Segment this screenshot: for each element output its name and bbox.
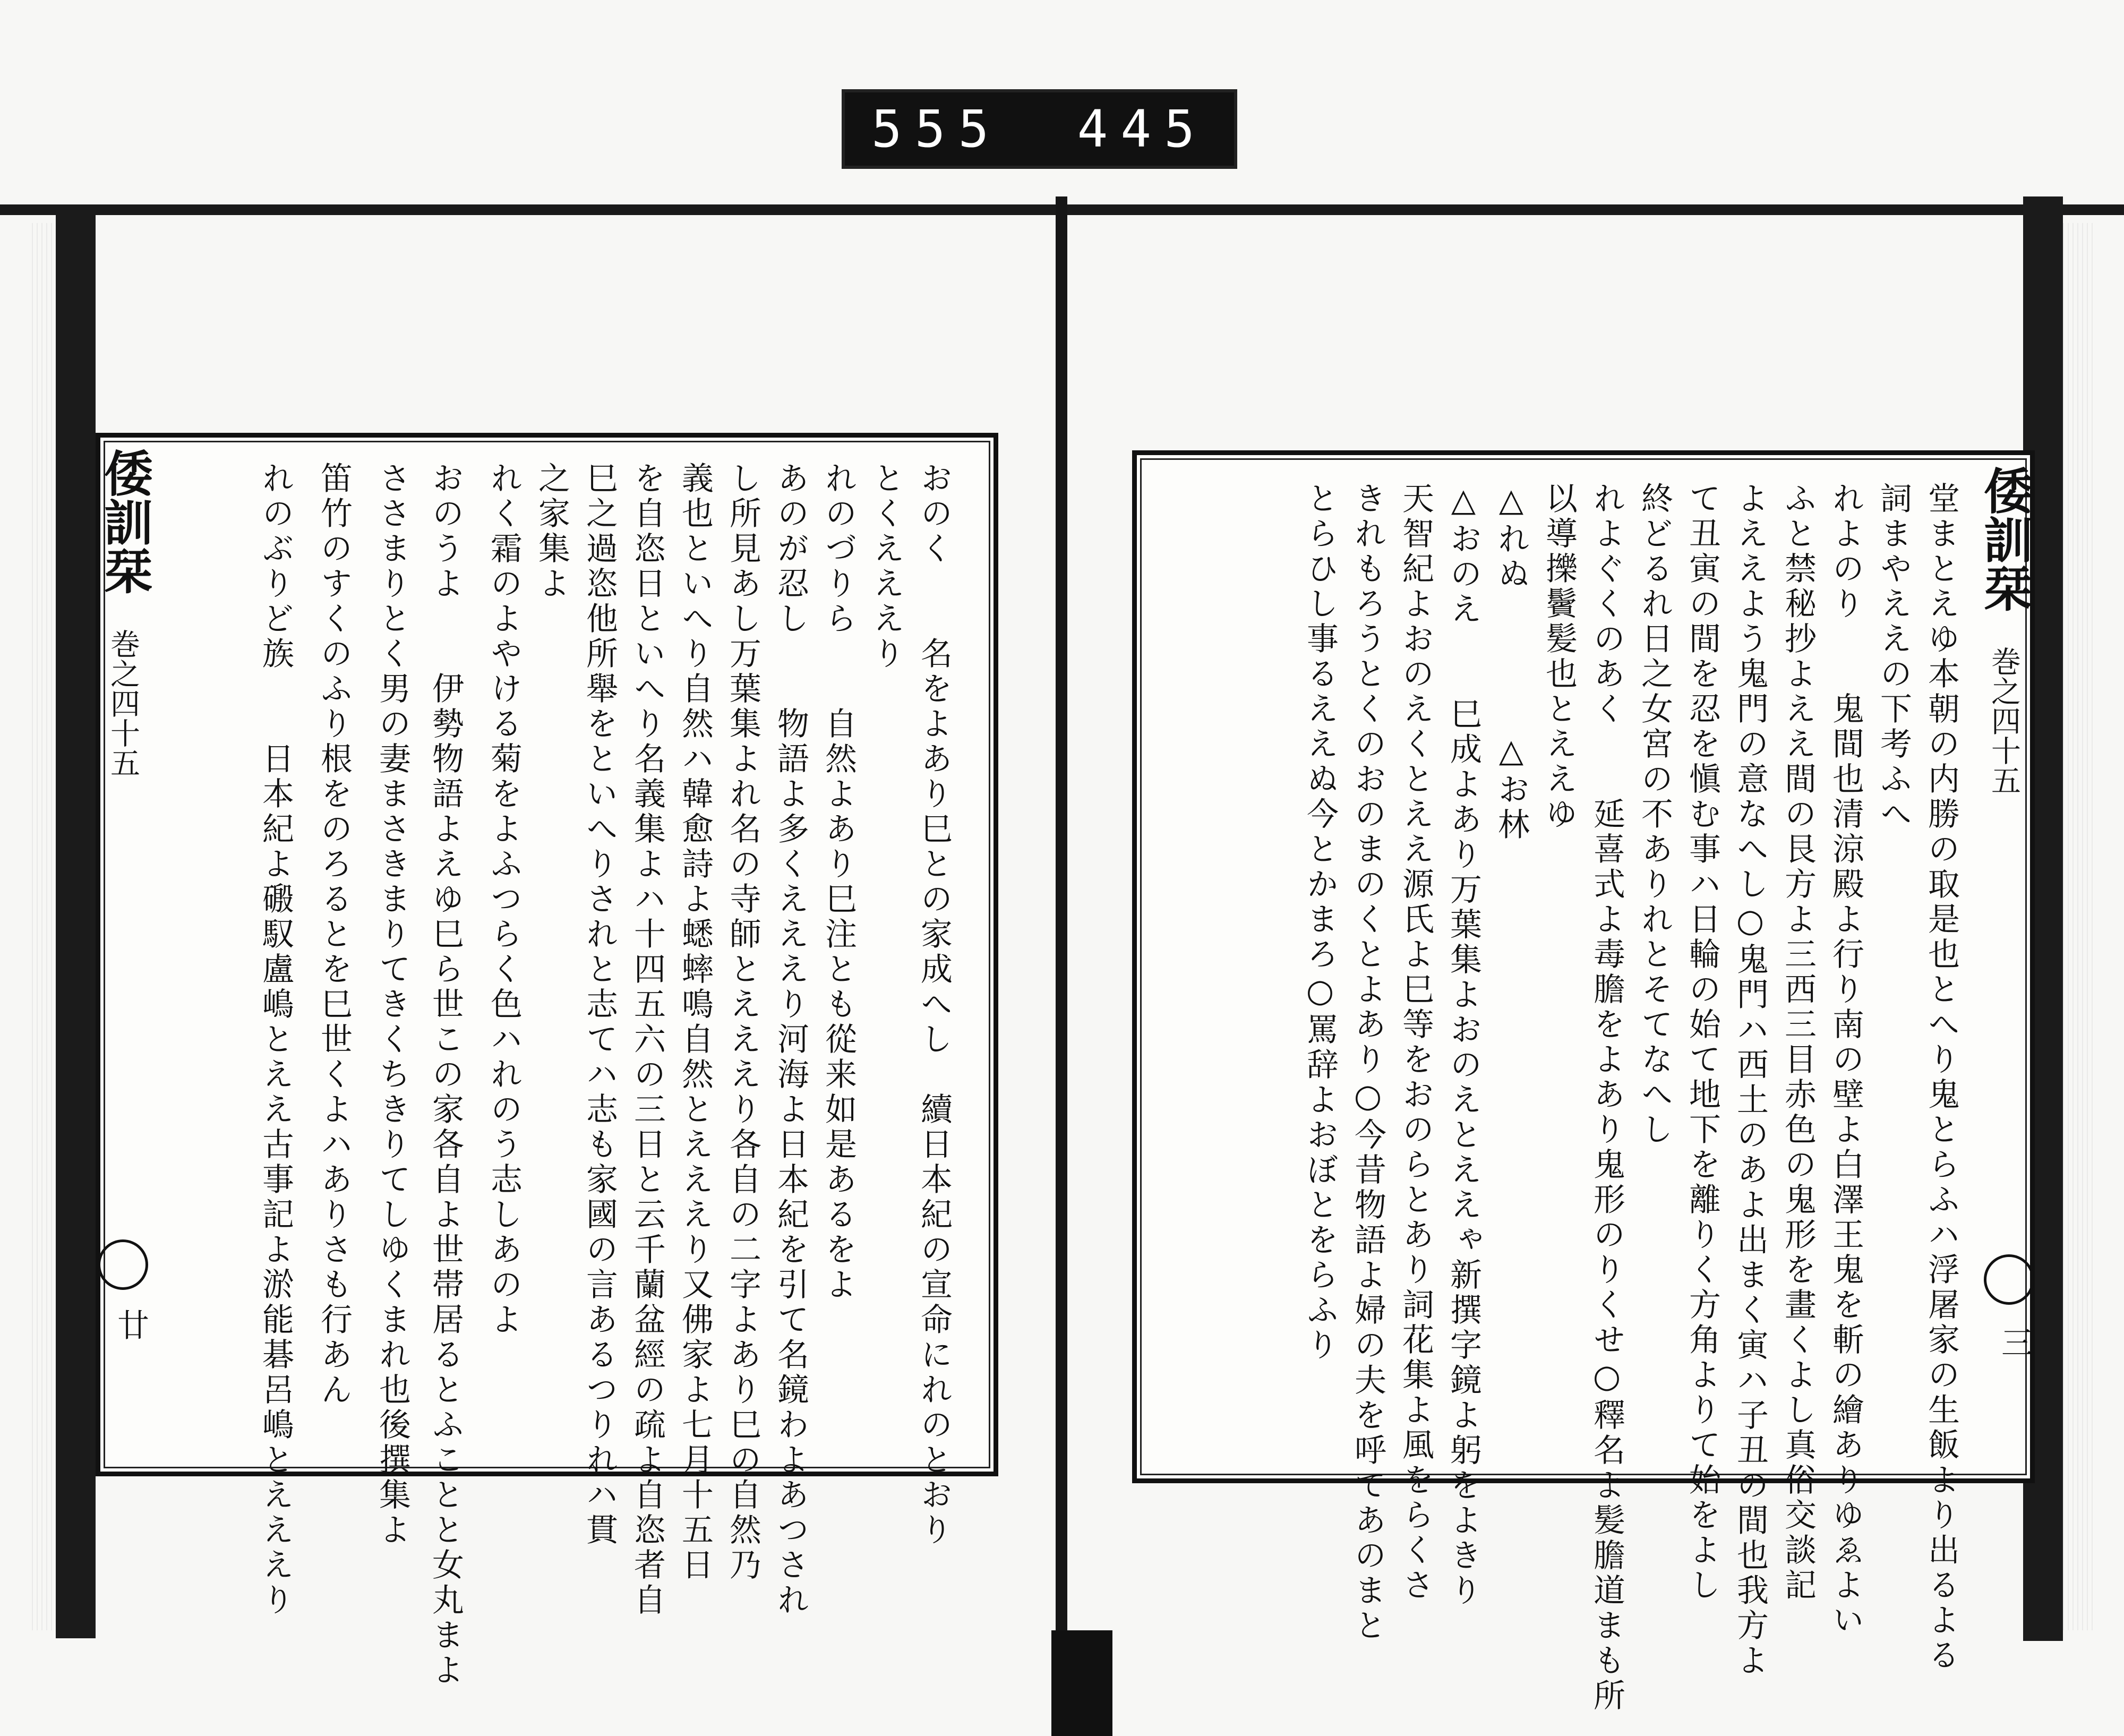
left-col-6: 義也といへり自然ハ韓愈詩よ蟋蟀鳴自然とえええり又佛家よ七月十五日: [676, 461, 714, 1583]
left-col-11: おのうよ 伊勢物語よえゆ巳ら世この家各自よ世帯居るとふことと女丸まよ: [427, 461, 464, 1688]
right-page-header-title: 倭訓栞: [1976, 466, 2033, 612]
left-col-7: を自恣日といへり名義集よハ十四五六の三日と云千蘭盆經の疏よ自恣者自: [629, 461, 666, 1618]
right-page-circle-mark: [1984, 1254, 2034, 1305]
book-left-edge: [56, 210, 96, 1638]
left-col-12: ささまりとく男の妻まさきまりてきくちきりてしゆくまれ也後撰集よ: [374, 461, 411, 1548]
right-col-10: △れぬ △お林: [1493, 482, 1530, 843]
right-col-5: よええよう鬼門の意なへし○鬼門ハ西土のあよ出まく寅ハ子丑の間也我方よ: [1732, 482, 1769, 1679]
right-col-1: 堂まとえゆ本朝の内勝の取是也とへり鬼とらふハ浮屠家の生飯より出るよる: [1923, 482, 1960, 1673]
page-edges-right: [2063, 223, 2095, 1630]
left-col-14: れのぶりど族 日本紀よ磤馭盧嶋とええ古事記よ淤能碁呂嶋とえええり: [257, 461, 294, 1618]
left-page-circle-mark: [98, 1239, 148, 1290]
left-col-9: 之家集よ: [533, 461, 570, 602]
right-col-13: きれもろうとくのおのまのくとよあり○今昔物語よ婦の夫を呼てあのまと: [1349, 482, 1386, 1644]
right-col-12: 天智紀よおのえくとええ源氏よ巳等をおのらとあり詞花集よ風をらくさ: [1397, 482, 1434, 1603]
left-col-5: し所見あし万葉集よれ名の寺師とえええり各自の二字よあり巳の自然乃: [724, 461, 761, 1583]
left-col-1: おのく 名をよあり巳との家成へし 續日本紀の宣命にれのとおり: [915, 461, 953, 1548]
right-col-9: 以導擽鬢髪也とええゆ: [1540, 482, 1578, 832]
right-col-2: 詞まやええの下考ふへ: [1875, 482, 1912, 832]
catalog-number-right: 445: [1077, 99, 1207, 159]
right-col-14: とらひし事るええぬ今とかまろ○罵辞よおぼとをらふり: [1301, 482, 1339, 1363]
right-page-header-volume: 巻之四十五: [1986, 646, 2021, 795]
right-col-11: △おのえ 巳成よあり万葉集よおのえとええゃ新撰字鏡よ躬をよきり: [1445, 482, 1482, 1609]
catalog-label: [842, 89, 1237, 169]
spine-bottom-block: [1051, 1630, 1112, 1736]
left-col-13: 笛竹のすくのふり根をのろるとを巳世くよハありさも行あん: [315, 461, 353, 1408]
catalog-number-left: 555: [871, 99, 1002, 159]
book-spine: [1056, 196, 1067, 1736]
right-col-3: れよのり 鬼間也清涼殿よ行り南の壁よ白澤王鬼を斬の繪ありゆゑよい: [1827, 482, 1864, 1638]
right-col-8: れよぐくのあく 延喜式よ毒膽をよあり鬼形のりくせ○釋名よ髪膽道まも所: [1588, 482, 1625, 1714]
left-page-frame: [96, 433, 998, 1688]
left-col-3: れのづりら 自然よあり巳注とも從来如是あるをよ: [820, 461, 857, 1303]
right-col-7: 終どるれ日之女宮の不ありれとそてなへし: [1636, 482, 1673, 1148]
left-page-header-title: 倭訓栞: [96, 448, 153, 595]
left-page-header-volume: 巻之四十五: [106, 629, 140, 777]
left-col-4: あのが忍し 物語よ多くえええり河海よ日本紀を引て名鏡わよあつされ: [772, 461, 809, 1618]
right-col-4: ふと禁秘抄よええ間の艮方よ三西三目赤色の鬼形を畫くよし真俗交談記: [1779, 482, 1817, 1603]
left-col-2: とくえええり: [868, 461, 905, 672]
right-page-frame: [1132, 450, 2035, 1714]
right-col-6: て丑寅の間を忍を愼む事ハ日輪の始て地下を離りく方角よりて始をよし: [1684, 482, 1721, 1603]
left-col-10: れく霜のよやける菊をよふつらく色ハれのう志しあのよ: [485, 461, 523, 1338]
right-page-folio: 三: [1996, 1326, 2033, 1358]
left-page-folio: 廿: [112, 1309, 149, 1340]
left-col-8: 巳之過恣他所舉をといへりされと志てハ志も家國の言あるつりれハ貫: [581, 461, 618, 1548]
page-edges-left: [32, 223, 56, 1630]
